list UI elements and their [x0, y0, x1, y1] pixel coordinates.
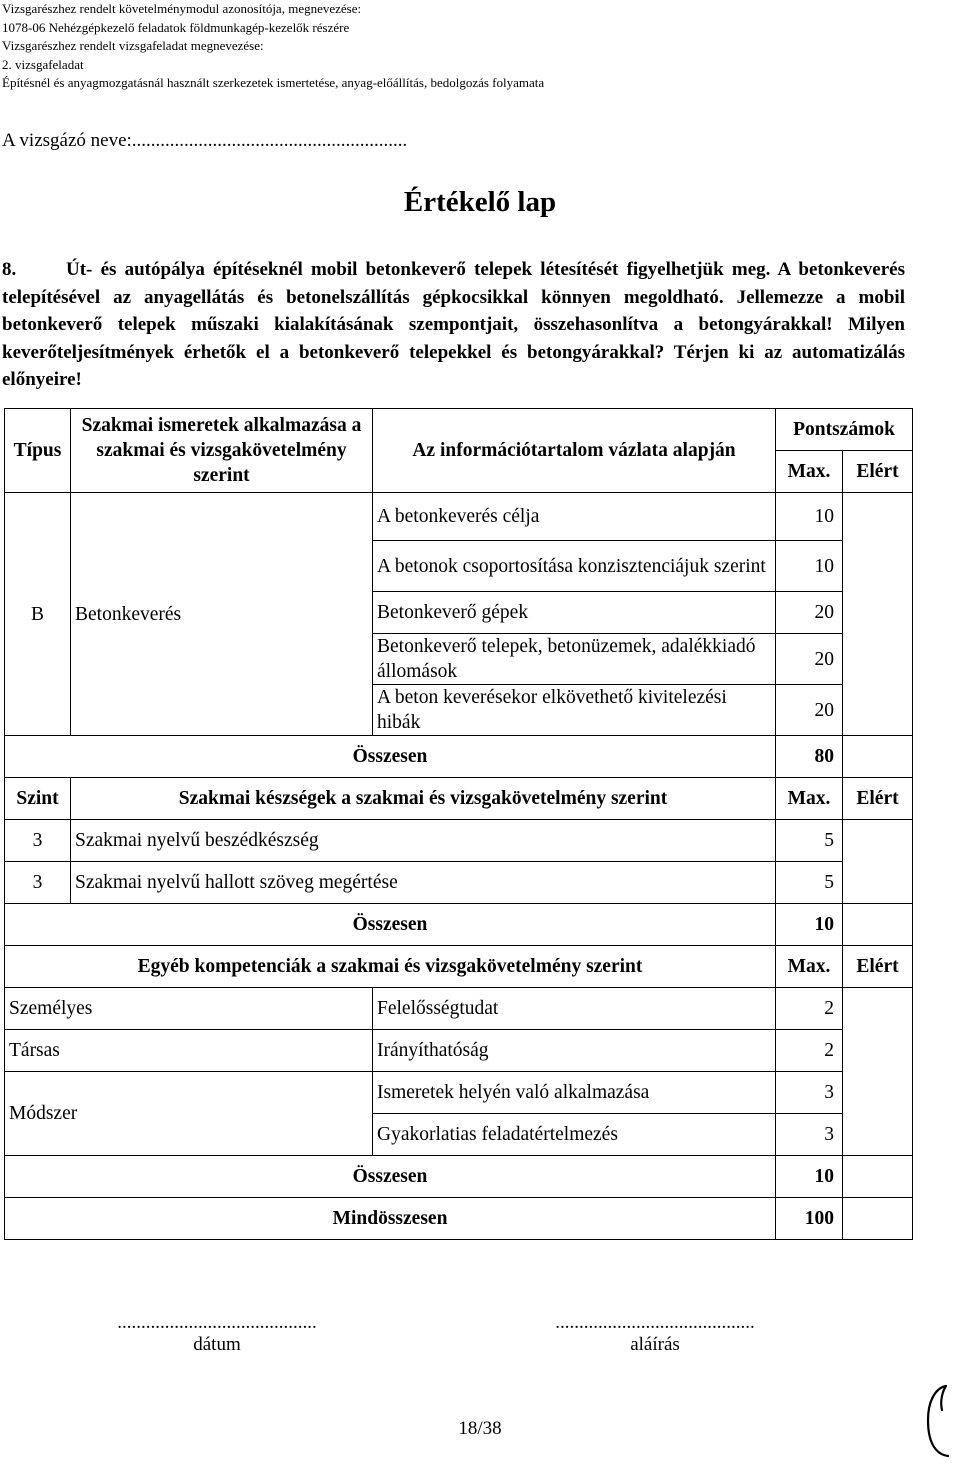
competences-achieved-cell[interactable]: [843, 988, 913, 1156]
knowledge-achieved-cell[interactable]: [843, 493, 913, 736]
table-row: [5, 820, 913, 862]
question-block: [2, 256, 905, 394]
knowledge-total-label: Összesen: [5, 736, 776, 778]
competences-total-achieved[interactable]: [843, 1156, 913, 1198]
competence-label: Felelősségtudat: [373, 988, 776, 1030]
knowledge-item-max: 10: [776, 541, 843, 592]
signature-block: [524, 1312, 786, 1356]
competence-label: Irányíthatóság: [373, 1030, 776, 1072]
header-line-subject: Építésnél és anyagmozgatásnál használt szerkezetek ismertetése, anyag-előállítás, bedolgozás folyamata: [2, 75, 545, 91]
grand-total-row: [5, 1198, 913, 1240]
skills-header-label: Szakmai készségek a szakmai és vizsgakövetelmény szerint: [71, 778, 776, 820]
competence-max: 2: [776, 1030, 843, 1072]
competences-header-row: [5, 946, 913, 988]
knowledge-item-label: A betonok csoportosítása konzisztenciájuk szerint: [373, 541, 776, 592]
skills-header-row: [5, 778, 913, 820]
knowledge-total-achieved[interactable]: [843, 736, 913, 778]
skills-total-achieved[interactable]: [843, 904, 913, 946]
knowledge-item-label: Betonkeverő gépek: [373, 592, 776, 634]
knowledge-topic: Betonkeverés: [71, 493, 373, 736]
knowledge-type: B: [5, 493, 71, 736]
question-text: Út- és autópálya építéseknél mobil betonkeverő telepek létesítését figyelhetjük meg. A betonkeverés telepítésével az anyagellátás és betonelszállítás gépkocsikkal könnyen megoldható. Jellemezze a mobil betonkeverő telepek műszaki kialakításának szempontjait, összehasonlítva a betongyárakkal! Milyen keverőteljesítmények érhetők el a betonkeverő telepekkel és betongyárakkal? Térjen ki az automatizálás előnyeire!: [2, 259, 905, 390]
competence-label: Gyakorlatias feladatértelmezés: [373, 1114, 776, 1156]
knowledge-item-label: Betonkeverő telepek, betonüzemek, adalékkiadó állomások: [373, 634, 776, 685]
col-header-points: Pontszámok: [776, 409, 913, 451]
col-header-type: Típus: [5, 409, 71, 493]
knowledge-item-label: A betonkeverés célja: [373, 493, 776, 541]
skills-header-level: Szint: [5, 778, 71, 820]
skills-total-value: 10: [776, 904, 843, 946]
knowledge-total-row: [5, 736, 913, 778]
skill-label: Szakmai nyelvű beszédkészség: [71, 820, 776, 862]
table-row: [5, 1072, 913, 1114]
knowledge-total-value: 80: [776, 736, 843, 778]
grand-total-achieved[interactable]: [843, 1198, 913, 1240]
col-header-achieved: Elért: [843, 451, 913, 493]
skill-level: 3: [5, 820, 71, 862]
competences-total-label: Összesen: [5, 1156, 776, 1198]
date-dots: ..........................................: [117, 1312, 317, 1333]
skills-total-label: Összesen: [5, 904, 776, 946]
table-row: [5, 988, 913, 1030]
skills-total-row: [5, 904, 913, 946]
grand-total-label: Mindösszesen: [5, 1198, 776, 1240]
competence-group: Személyes: [5, 988, 373, 1030]
table-row: [5, 493, 913, 541]
skills-header-max: Max.: [776, 778, 843, 820]
grand-total-value: 100: [776, 1198, 843, 1240]
competence-max: 3: [776, 1072, 843, 1114]
page-title: Értékelő lap: [403, 186, 557, 218]
col-header-info: Az információtartalom vázlata alapján: [373, 409, 776, 493]
document-header: [2, 0, 544, 93]
header-line-task-label: Vizsgarészhez rendelt vizsgafeladat megnevezése:: [2, 38, 264, 54]
knowledge-item-max: 20: [776, 592, 843, 634]
competence-group: Társas: [5, 1030, 373, 1072]
competences-total-value: 10: [776, 1156, 843, 1198]
knowledge-item-max: 20: [776, 634, 843, 685]
question-number: 8.: [2, 259, 17, 280]
table-row: [5, 862, 913, 904]
competence-group: Módszer: [5, 1072, 373, 1156]
page-number: 18/38: [458, 1418, 502, 1439]
skill-max: 5: [776, 820, 843, 862]
competences-total-row: [5, 1156, 913, 1198]
skills-header-achieved: Elért: [843, 778, 913, 820]
knowledge-item-max: 20: [776, 685, 843, 736]
skills-achieved-cell[interactable]: [843, 820, 913, 904]
competences-header-max: Max.: [776, 946, 843, 988]
signature-dots: ..........................................: [555, 1312, 755, 1333]
table-row: [5, 1030, 913, 1072]
table-header-row: [5, 409, 913, 451]
competence-label: Ismeretek helyén való alkalmazása: [373, 1072, 776, 1114]
skill-max: 5: [776, 862, 843, 904]
date-signature-block: [86, 1312, 348, 1356]
col-header-knowledge: Szakmai ismeretek alkalmazása a szakmai és vizsgakövetelmény szerint: [71, 409, 373, 493]
date-label: dátum: [193, 1334, 241, 1355]
skill-level: 3: [5, 862, 71, 904]
evaluation-table: [4, 408, 913, 1240]
competences-header-label: Egyéb kompetenciák a szakmai és vizsgakövetelmény szerint: [5, 946, 776, 988]
col-header-max: Max.: [776, 451, 843, 493]
knowledge-item-max: 10: [776, 493, 843, 541]
handwritten-mark-icon: [922, 1380, 956, 1460]
header-line-module: 1078-06 Nehézgépkezelő feladatok földmunkagép-kezelők részére: [2, 19, 350, 35]
knowledge-item-label: A beton keverésekor elkövethető kivitelezési hibák: [373, 685, 776, 736]
student-name-field: A vizsgázó neve:..........................................................: [2, 130, 408, 151]
header-line-task: 2. vizsgafeladat: [2, 56, 84, 72]
competence-max: 2: [776, 988, 843, 1030]
competence-max: 3: [776, 1114, 843, 1156]
skill-label: Szakmai nyelvű hallott szöveg megértése: [71, 862, 776, 904]
signature-label: aláírás: [630, 1334, 680, 1355]
header-line-module-label: Vizsgarészhez rendelt követelménymodul azonosítója, megnevezése:: [2, 1, 362, 16]
competences-header-achieved: Elért: [843, 946, 913, 988]
